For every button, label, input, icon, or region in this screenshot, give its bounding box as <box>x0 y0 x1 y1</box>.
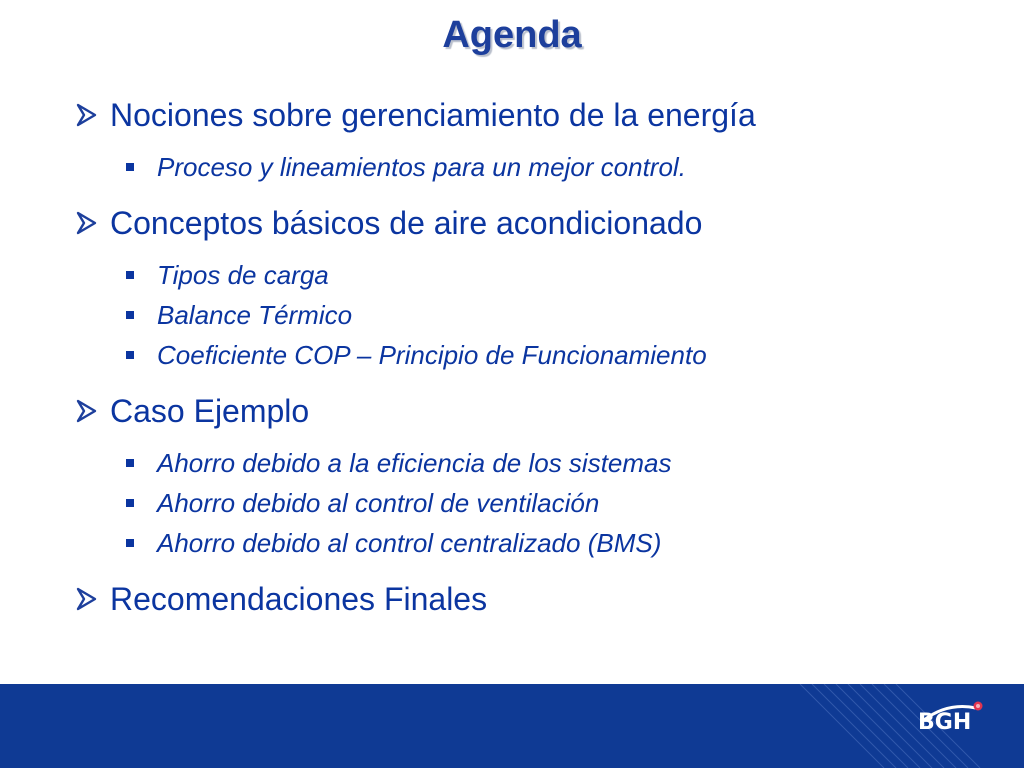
sub-item-label: Ahorro debido a la eficiencia de los sistemas <box>157 448 672 478</box>
decorative-lines-icon <box>0 684 1024 768</box>
square-bullet-icon <box>126 311 134 319</box>
main-item-label: Caso Ejemplo <box>110 393 310 429</box>
main-item-label: Recomendaciones Finales <box>110 581 488 617</box>
square-bullet-icon <box>126 271 134 279</box>
main-item-label: Nociones sobre gerenciamiento de la energía <box>110 97 756 133</box>
main-item-label: Conceptos básicos de aire acondicionado <box>110 205 703 241</box>
square-bullet-icon <box>126 539 134 547</box>
sub-item-label: Tipos de carga <box>157 260 329 290</box>
agenda-section <box>76 576 996 622</box>
footer-band <box>0 684 1024 768</box>
sub-item-label: Ahorro debido al control centralizado (BMS) <box>157 528 662 558</box>
agenda-section <box>76 388 996 563</box>
sub-item <box>76 483 996 523</box>
sub-list <box>76 443 996 563</box>
sub-item <box>76 147 996 187</box>
bgh-logo <box>918 698 998 748</box>
square-bullet-icon <box>126 499 134 507</box>
agenda-section <box>76 200 996 375</box>
sub-item <box>76 335 996 375</box>
sub-item <box>76 443 996 483</box>
arrow-bullet-icon <box>76 576 100 622</box>
sub-list <box>76 255 996 375</box>
sub-item <box>76 523 996 563</box>
sub-item-label: Ahorro debido al control de ventilación <box>157 488 600 518</box>
sub-item-label: Balance Térmico <box>157 300 353 330</box>
agenda-section <box>76 92 996 187</box>
sub-item-label: Coeficiente COP – Principio de Funcionamiento <box>157 340 707 370</box>
square-bullet-icon <box>126 163 134 171</box>
sub-item <box>76 255 996 295</box>
arrow-bullet-icon <box>76 200 100 246</box>
main-item <box>76 200 996 246</box>
arrow-bullet-icon <box>76 92 100 138</box>
arrow-bullet-icon <box>76 388 100 434</box>
main-item <box>76 576 996 622</box>
square-bullet-icon <box>126 459 134 467</box>
sub-item <box>76 295 996 335</box>
agenda-list <box>76 92 996 622</box>
main-item <box>76 388 996 434</box>
sub-item-label: Proceso y lineamientos para un mejor control. <box>157 152 686 182</box>
square-bullet-icon <box>126 351 134 359</box>
slide-title: Agenda <box>442 14 582 56</box>
sub-list <box>76 147 996 187</box>
logo-text: BGH <box>918 710 972 735</box>
main-item <box>76 92 996 138</box>
